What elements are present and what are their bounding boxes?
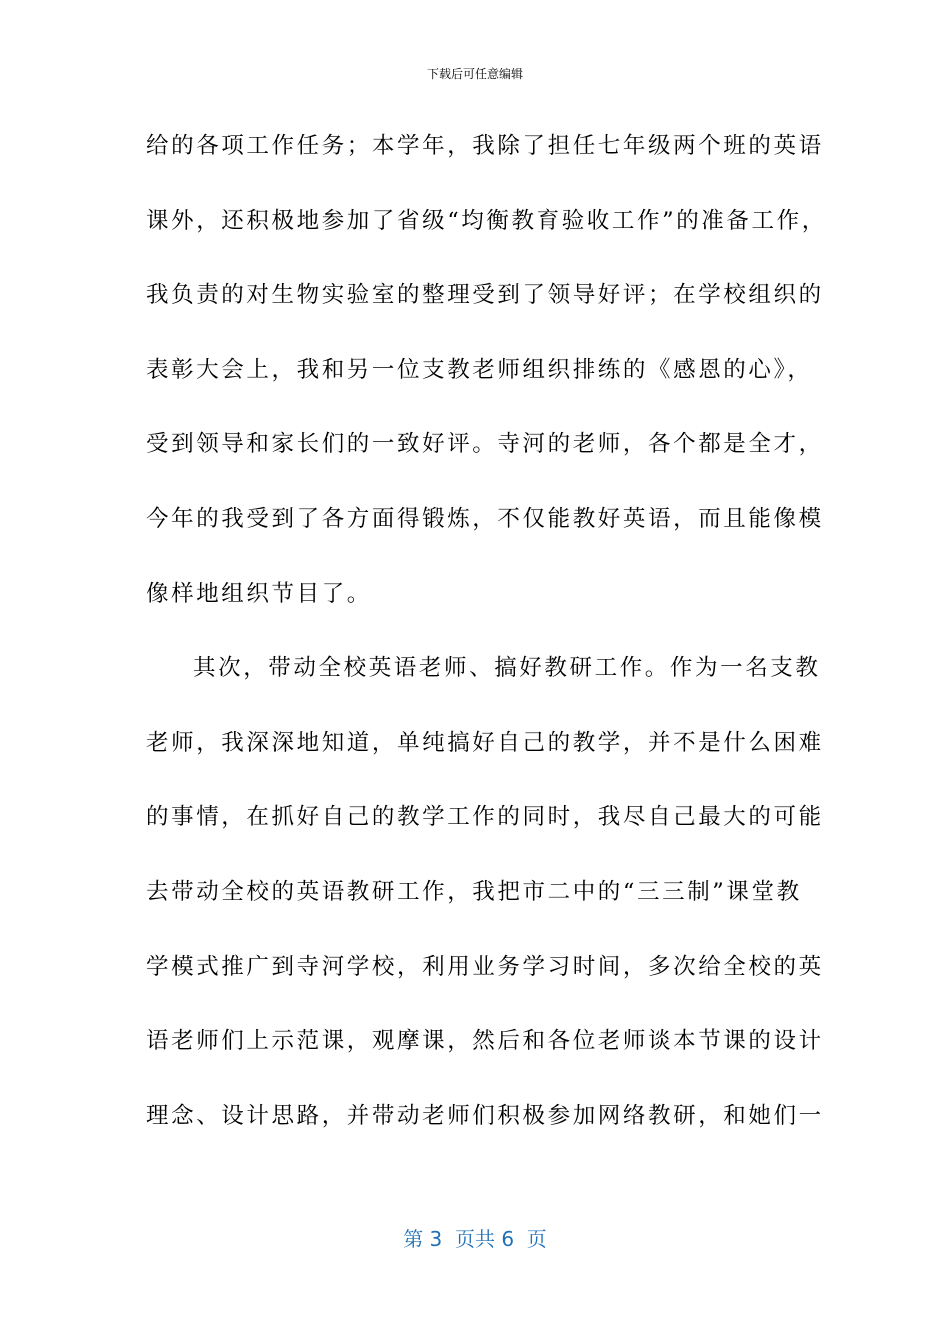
body-line: 今年的我受到了各方面得锻炼，不仅能教好英语，而且能像模 <box>146 505 824 532</box>
body-line: 给的各项工作任务；本学年，我除了担任七年级两个班的英语 <box>146 133 824 159</box>
header-note: 下载后可任意编辑 <box>426 67 523 81</box>
body-line: 理念、设计思路，并带动老师们积极参加网络教研，和她们一 <box>146 1102 824 1129</box>
body-line: 语老师们上示范课，观摩课，然后和各位老师谈本节课的设计 <box>146 1028 824 1055</box>
body-line: 受到领导和家长们的一致好评。寺河的老师，各个都是全才， <box>146 431 824 458</box>
body-line: 我负责的对生物实验室的整理受到了领导好评；在学校组织的 <box>146 282 824 309</box>
body-line: 表彰大会上，我和另一位支教老师组织排练的《感恩的心》， <box>146 356 813 383</box>
body-line: 的事情，在抓好自己的教学工作的同时，我尽自己最大的可能 <box>146 804 824 831</box>
body-line: 像样地组织节目了。 <box>146 580 372 607</box>
body-text <box>146 126 826 1170</box>
body-line: 去带动全校的英语教研工作，我把市二中的“三三制”课堂教 <box>146 878 802 905</box>
body-line: 老师，我深深地知道，单纯搞好自己的教学，并不是什么困难 <box>146 729 824 756</box>
page-number-footer: 第 3 页共 6 页 <box>403 1227 547 1251</box>
body-line: 学模式推广到寺河学校，利用业务学习时间，多次给全校的英 <box>146 953 824 980</box>
body-line: 课外，还积极地参加了省级“均衡教育验收工作”的准备工作， <box>146 207 827 234</box>
paragraph-start-line: 其次，带动全校英语老师、搞好教研工作。作为一名支教 <box>193 655 821 682</box>
